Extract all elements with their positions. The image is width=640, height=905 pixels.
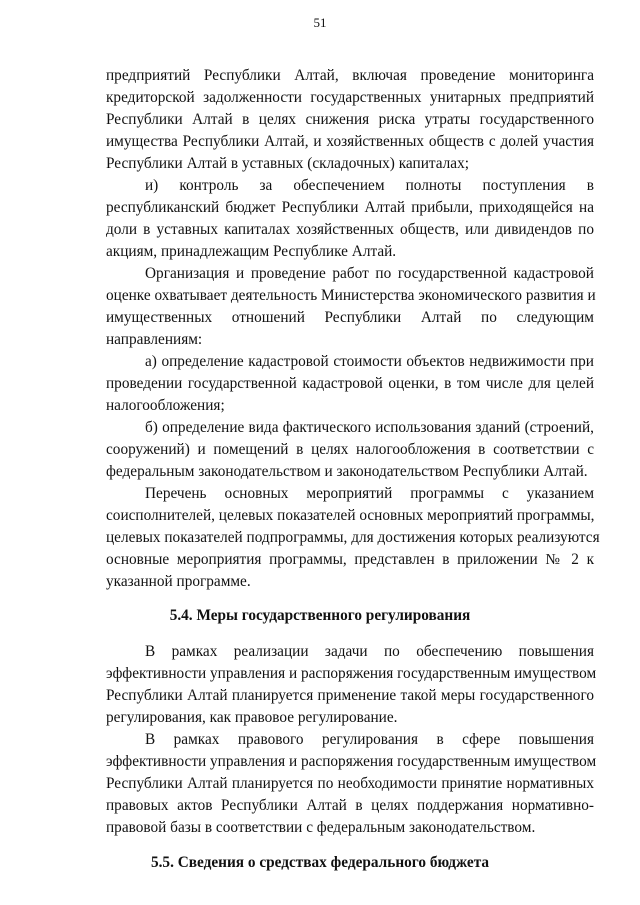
text-line: акциям, принадлежащим Республике Алтай. [106,243,397,260]
text-line: Организация и проведение работ по государственной кадастровой [145,265,594,282]
text-line: В рамках правового регулирования в сфере повышения [145,731,594,748]
text-line: предприятий Республики Алтай, включая проведение мониторинга [106,67,594,84]
text-line: регулирования, как правовое регулирование. [106,709,398,726]
text-line: основные мероприятия программы, представлен в приложении № 2 к [106,551,594,568]
text-line: направлениям: [106,331,203,348]
text-line: В рамках реализации задачи по обеспечению повышения [145,643,594,660]
text-line: и) контроль за обеспечением полноты поступления в [145,177,594,194]
section-heading: 5.5. Сведения о средствах федерального бюджета [150,854,490,871]
text-line: налогообложения; [106,397,225,414]
text-line: указанной программе. [106,573,251,590]
page-number: 51 [313,15,327,30]
text-line: Республики Алтай планируется применение такой меры государственного [106,687,594,704]
text-line: республиканский бюджет Республики Алтай прибыли, приходящейся на [106,199,594,216]
text-line: Республики Алтай в целях снижения риска утраты государственного [106,111,594,128]
text-line: Республики Алтай в уставных (складочных) капиталах; [106,155,469,172]
text-line: правовых актов Республики Алтай в целях поддержания нормативно- [106,797,594,814]
text-line: проведении государственной кадастровой оценки, в том числе для целей [106,375,594,392]
text-line: правовой базы в соответствии с федеральным законодательством. [106,819,536,836]
text-line: эффективности управления и распоряжения государственным имуществом [106,665,597,682]
text-line: Республики Алтай планируется по необходимости принятие нормативных [106,775,594,792]
text-line: сооружений) и помещений в целях налогообложения в соответствии с [106,441,594,458]
text-line: Перечень основных мероприятий программы с указанием [145,485,594,502]
section-heading: 5.4. Меры государственного регулирования [169,607,471,624]
text-line: имущественных отношений Республики Алтай по следующим [106,309,594,326]
text-line: соисполнителей, целевых показателей основных мероприятий программы, [106,507,595,524]
text-line: доли в уставных капиталах хозяйственных обществ, или дивидендов по [106,221,594,238]
text-line: целевых показателей подпрограммы, для достижения которых реализуются [106,529,600,546]
text-line: имущества Республики Алтай, и хозяйственных обществ с долей участия [106,133,594,150]
text-line: а) определение кадастровой стоимости объектов недвижимости при [145,353,594,370]
text-line: б) определение вида фактического использования зданий (строений, [145,419,594,436]
text-line: федеральным законодательством и законодательством Республики Алтай. [106,463,588,480]
text-line: эффективности управления и распоряжения государственным имуществом [106,753,597,770]
text-line: кредиторской задолженности государственных унитарных предприятий [106,89,594,106]
text-line: оценке охватывает деятельность Министерства экономического развития и [106,287,596,304]
